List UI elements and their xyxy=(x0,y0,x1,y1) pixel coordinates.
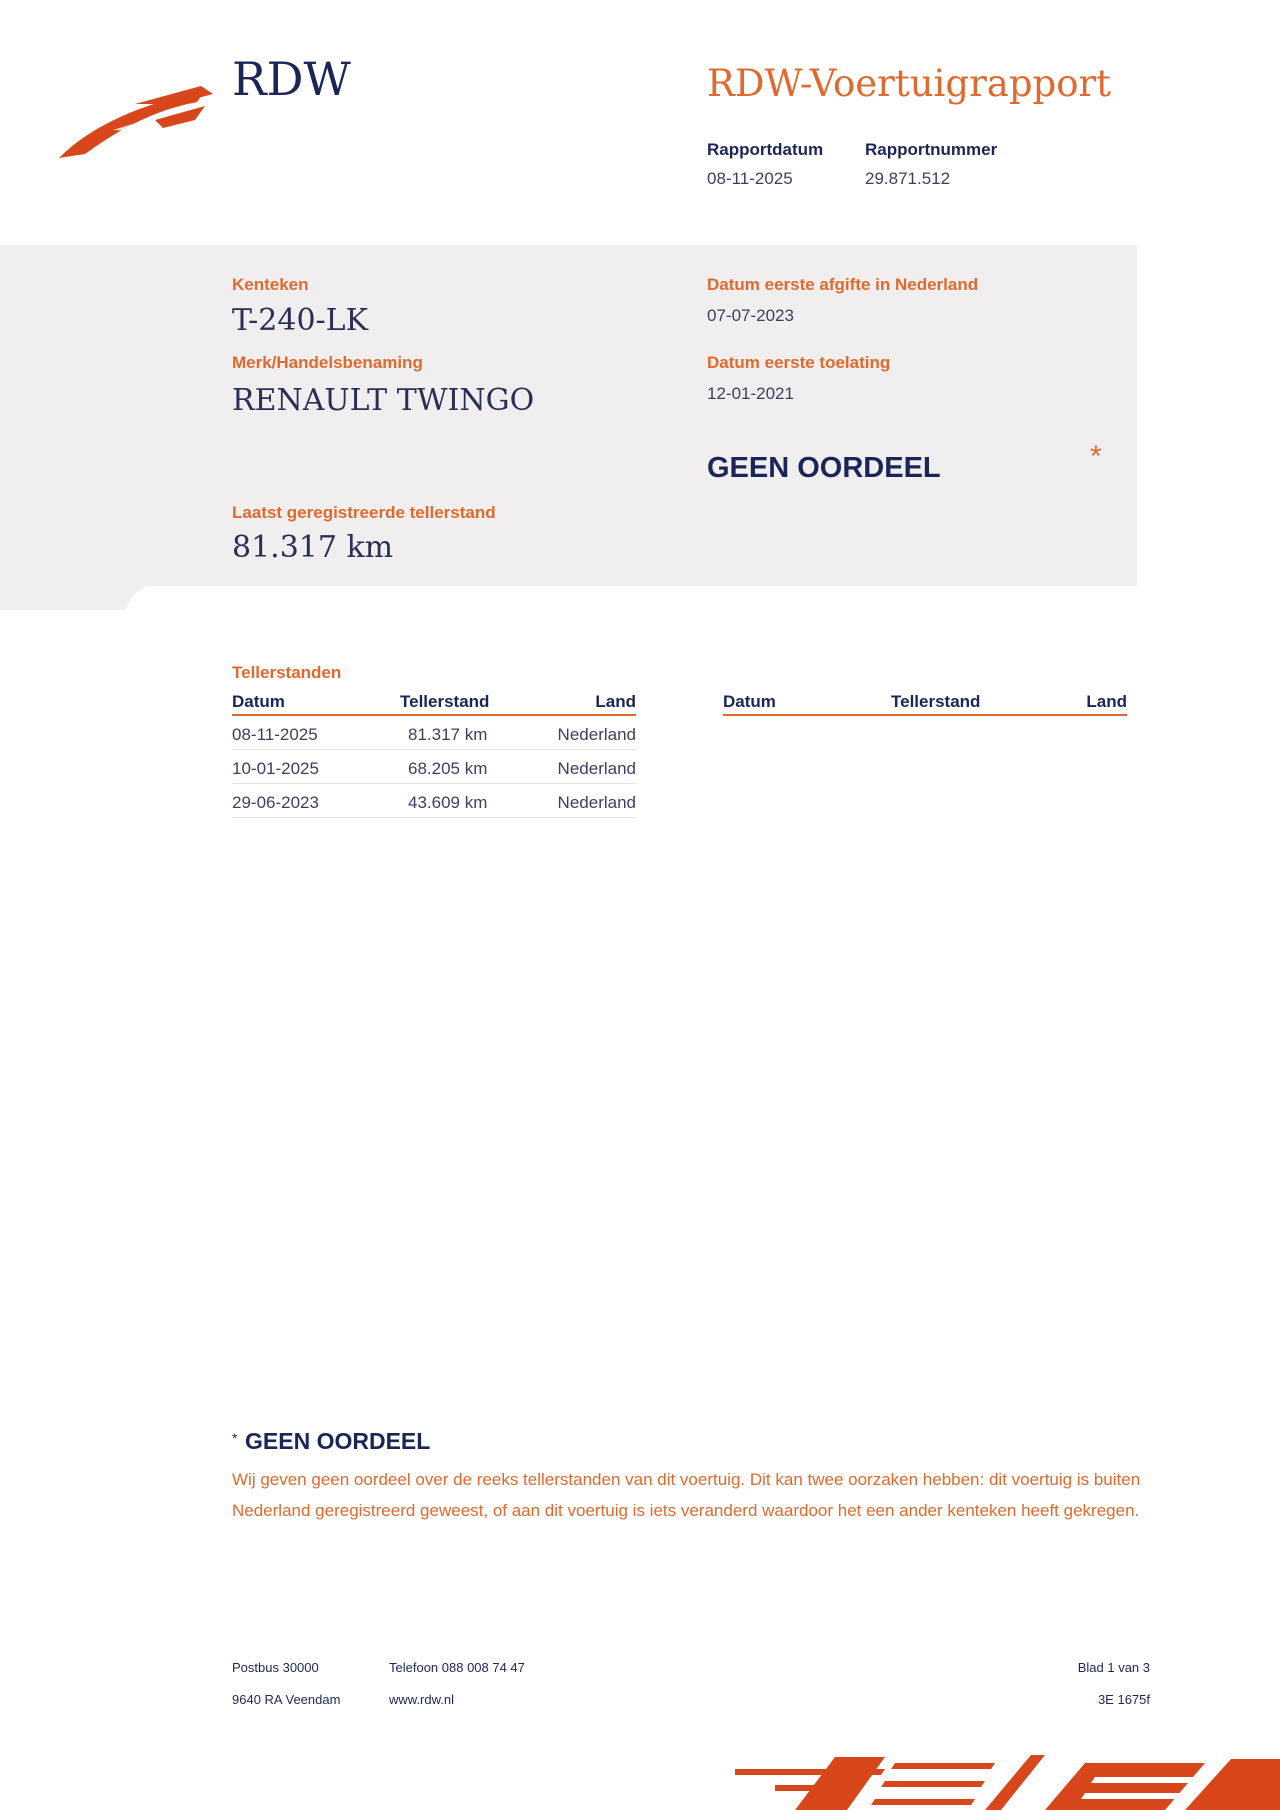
merk-value: RENAULT TWINGO xyxy=(232,383,535,418)
col-land: Land xyxy=(1086,692,1127,711)
report-date: 08-11-2025 xyxy=(707,169,793,188)
verdict-text: GEEN OORDEEL xyxy=(707,452,941,484)
footnote-title xyxy=(245,1428,430,1455)
cell-land: Nederland xyxy=(557,759,636,778)
report-title: RDW-Voertuigrapport xyxy=(707,62,1112,105)
teller-value: 81.317 km xyxy=(232,530,394,565)
tellerstanden-table-right xyxy=(723,692,1127,716)
col-datum: Datum xyxy=(232,692,285,711)
cell-datum: 29-06-2023 xyxy=(232,793,319,812)
cell-datum: 10-01-2025 xyxy=(232,759,319,778)
decorative-stripes-graphic xyxy=(735,1755,1280,1810)
table-row xyxy=(232,784,636,818)
footer-postbus: Postbus 30000 xyxy=(232,1660,319,1675)
table-row xyxy=(232,750,636,784)
afgifte-value: 07-07-2023 xyxy=(707,306,794,325)
verdict-marker: * xyxy=(1090,440,1102,473)
cell-land: Nederland xyxy=(557,725,636,744)
rdw-logo-icon xyxy=(55,80,215,162)
panel-notch-shape xyxy=(0,582,1137,610)
toelating-value: 12-01-2021 xyxy=(707,384,794,403)
kenteken-label: Kenteken xyxy=(232,275,309,294)
tellerstanden-title: Tellerstanden xyxy=(232,663,342,682)
col-land: Land xyxy=(595,692,636,711)
col-tellerstand: Tellerstand xyxy=(400,692,490,711)
footer-address: 9640 RA Veendam xyxy=(232,1692,341,1707)
col-tellerstand: Tellerstand xyxy=(891,692,981,711)
col-datum: Datum xyxy=(723,692,776,711)
toelating-label: Datum eerste toelating xyxy=(707,353,891,372)
footer-code: 3E 1675f xyxy=(1097,1692,1150,1707)
tellerstanden-table-left xyxy=(232,692,636,818)
report-number-label: Rapportnummer xyxy=(865,140,998,159)
report-number: 29.871.512 xyxy=(865,169,951,188)
footnote-marker: * xyxy=(232,1430,238,1446)
table-row xyxy=(232,716,636,750)
footer-website[interactable]: www.rdw.nl xyxy=(389,1692,455,1707)
footnote-text: Wij geven geen oordeel over de reeks tellerstanden van dit voertuig. Dit kan twee oorzaken hebben: dit voertuig is buiten Nederland geregistreerd geweest, of aan dit voertuig is iets veranderd waardoor het een ander kenteken heeft gekregen. xyxy=(232,1470,1141,1520)
merk-label: Merk/Handelsbenaming xyxy=(232,353,423,372)
footnote-title-text: GEEN OORDEEL xyxy=(245,1428,431,1454)
cell-tellerstand: 81.317 km xyxy=(408,725,488,744)
afgifte-label: Datum eerste afgifte in Nederland xyxy=(707,275,979,294)
logo-text: RDW xyxy=(232,52,351,106)
cell-land: Nederland xyxy=(557,793,636,812)
vehicle-info-panel xyxy=(0,245,1137,582)
report-date-label: Rapportdatum xyxy=(707,140,824,159)
table-header xyxy=(723,692,1127,716)
footer-phone: Telefoon 088 008 74 47 xyxy=(389,1660,525,1675)
cell-tellerstand: 68.205 km xyxy=(408,759,488,778)
table-header xyxy=(232,692,636,716)
teller-label: Laatst geregistreerde tellerstand xyxy=(232,503,496,522)
cell-tellerstand: 43.609 km xyxy=(408,793,488,812)
cell-datum: 08-11-2025 xyxy=(232,725,318,744)
footer-page-number: Blad 1 van 3 xyxy=(1077,1660,1150,1675)
kenteken-value: T-240-LK xyxy=(232,303,369,338)
